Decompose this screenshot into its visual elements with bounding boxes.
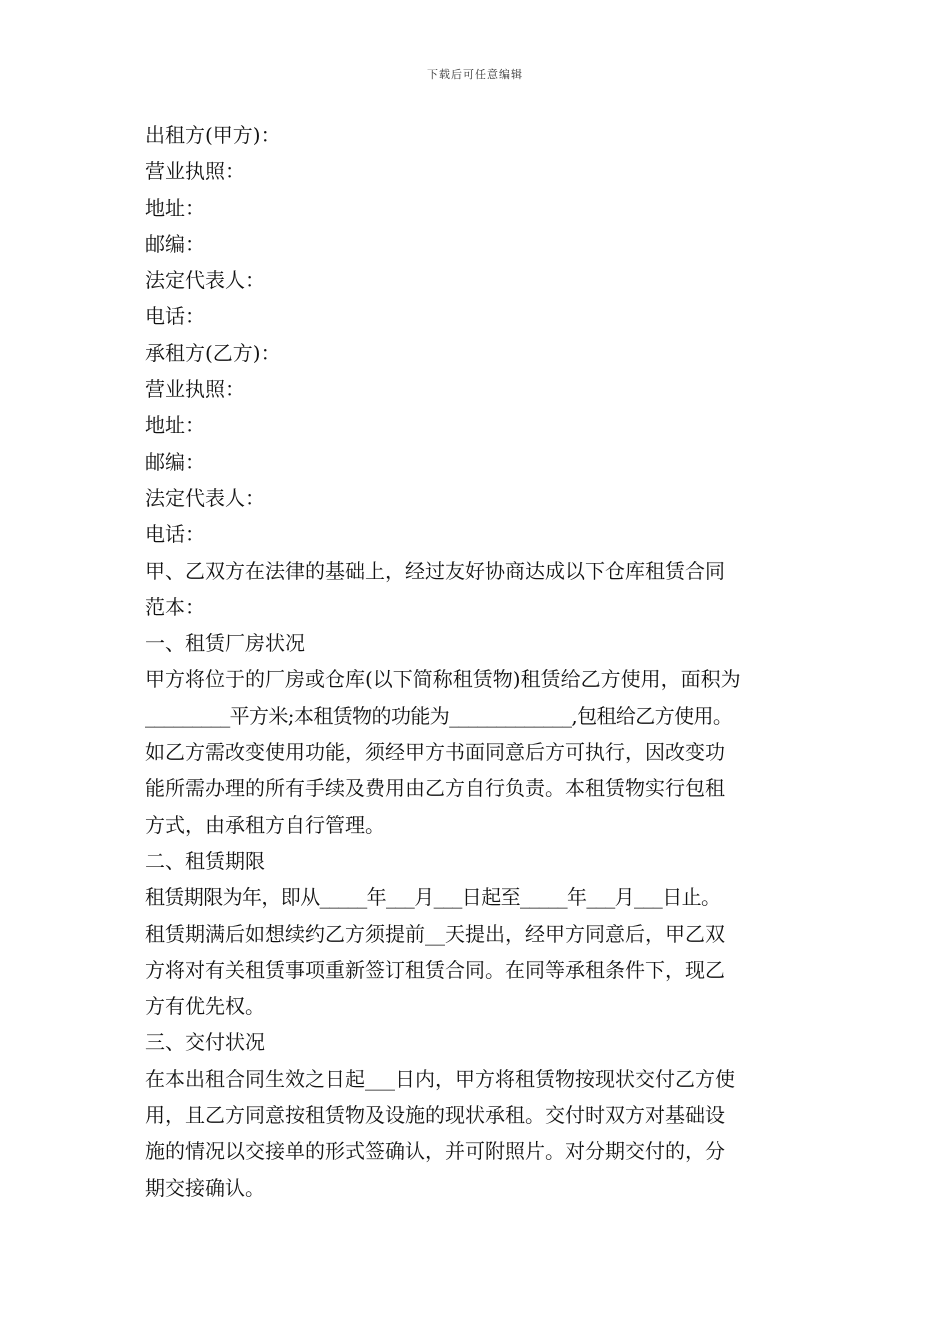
paragraph-line: 租赁期限为年，即从_____年___月___日起至_____年___月___日止。 bbox=[145, 885, 721, 910]
lessee-address-label: 地址： bbox=[145, 413, 205, 438]
paragraph-line: 期交接确认。 bbox=[145, 1175, 265, 1200]
paragraph-line: 能所需办理的所有手续及费用由乙方自行负责。本租赁物实行包租 bbox=[145, 776, 725, 801]
lessor-address-label: 地址： bbox=[145, 195, 205, 220]
lessor-postcode-label: 邮编： bbox=[145, 231, 205, 256]
paragraph-line: 方式，由承租方自行管理。 bbox=[145, 812, 385, 837]
lessee-postcode-label: 邮编： bbox=[145, 449, 205, 474]
preamble-line: 范本： bbox=[145, 594, 205, 619]
lessor-license-label: 营业执照： bbox=[145, 159, 245, 184]
lessor-phone-label: 电话： bbox=[145, 304, 205, 329]
lessee-license-label: 营业执照： bbox=[145, 377, 245, 402]
lessee-phone-label: 电话： bbox=[145, 522, 205, 547]
paragraph-line: 方有优先权。 bbox=[145, 994, 265, 1019]
paragraph-line: 甲方将位于的厂房或仓库(以下简称租赁物)租赁给乙方使用，面积为 bbox=[145, 667, 741, 692]
section-heading-term: 二、租赁期限 bbox=[145, 848, 265, 873]
lessee-representative-label: 法定代表人： bbox=[145, 485, 265, 510]
section-heading-delivery: 三、交付状况 bbox=[145, 1030, 265, 1055]
contract-body bbox=[145, 117, 820, 1206]
preamble-line: 甲、乙双方在法律的基础上，经过友好协商达成以下仓库租赁合同 bbox=[145, 558, 725, 583]
lessor-representative-label: 法定代表人： bbox=[145, 268, 265, 293]
paragraph-line: 如乙方需改变使用功能，须经甲方书面同意后方可执行，因改变功 bbox=[145, 740, 725, 765]
paragraph-line: 施的情况以交接单的形式签确认，并可附照片。对分期交付的，分 bbox=[145, 1139, 725, 1164]
paragraph-line: 在本出租合同生效之日起___日内，甲方将租赁物按现状交付乙方使 bbox=[145, 1066, 735, 1091]
section-heading-premises: 一、租赁厂房状况 bbox=[145, 631, 305, 656]
paragraph-line: 方将对有关租赁事项重新签订租赁合同。在同等承租条件下，现乙 bbox=[145, 957, 725, 982]
paragraph-line: _________平方米;本租赁物的功能为_____________,包租给乙方使用。 bbox=[145, 703, 733, 728]
paragraph-line: 租赁期满后如想续约乙方须提前__天提出，经甲方同意后，甲乙双 bbox=[145, 921, 725, 946]
lessor-label: 出租方(甲方)： bbox=[145, 123, 281, 147]
lessee-label: 承租方(乙方)： bbox=[145, 340, 281, 365]
download-note: 下载后可任意编辑 bbox=[427, 68, 523, 81]
paragraph-line: 用，且乙方同意按租赁物及设施的现状承租。交付时双方对基础设 bbox=[145, 1103, 725, 1128]
